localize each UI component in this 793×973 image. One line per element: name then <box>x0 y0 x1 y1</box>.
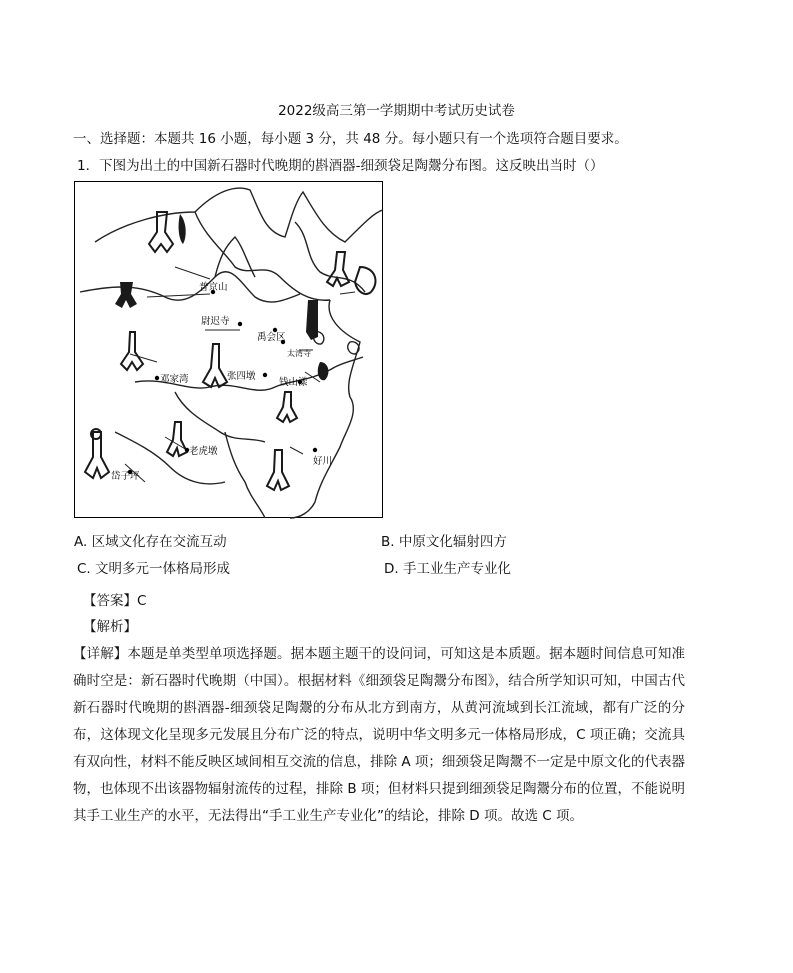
site-label-3: 太湾寺 <box>287 349 311 358</box>
explanation-paragraph: 【详解】本题是单类型单项选择题。据本题主题干的设问词，可知这是本质题。据本题时间信息可知准确时空是：新石器时代晚期（中国）。根据材料《细颈袋足陶鬶分布图》，结合所学知识可知，中国古代新石器时代晚期的斟酒器-细颈袋足陶鬶的分布从北方到南方，从黄河流域到长江流域，都有广泛的分布，这体现文化呈现多元发展且分布广泛的特点，说明中华文明多元一体格局形成，C 项正确；交流具有双向性，材料不能反映区域间相互交流的信息，排除 A 项；细颈袋足陶鬶不一定是中原文化的代表器物，也体现不出该器物辐射流传的过程，排除 B 项；但材料只提到细颈袋足陶鬶分布的位置，不能说明其手工业生产的水平，无法得出“手工业生产专业化”的结论，排除 D 项。故选 C 项。 <box>73 646 685 824</box>
question-stem: 1．下图为出土的中国新石器时代晚期的斟酒器-细颈袋足陶鬶分布图。这反映出当时（） <box>77 158 604 174</box>
analysis-label: 【解析】 <box>83 619 137 635</box>
coastline-and-rivers <box>80 188 383 518</box>
site-label-7: 老虎墩 <box>189 446 218 457</box>
map-drawing <box>75 182 384 519</box>
site-label-1: 尉迟寺 <box>201 316 230 327</box>
section-instructions: 一、选择题：本题共 16 小题，每小题 3 分，共 48 分。每小题只有一个选项符合题目要求。 <box>73 131 628 147</box>
option-b: B. 中原文化辐射四方 <box>381 534 507 550</box>
distribution-map <box>74 181 383 518</box>
site-label-0: 普京山 <box>199 282 228 293</box>
site-label-9: 岱子坪 <box>111 471 140 482</box>
site-label-5: 张四墩 <box>227 371 256 382</box>
site-label-4: 邓家湾 <box>160 374 189 385</box>
exam-title: 2022级高三第一学期期中考试历史试卷 <box>278 103 515 119</box>
site-label-6: 钱山漾 <box>279 377 308 388</box>
option-a: A. 区域文化存在交流互动 <box>74 534 227 550</box>
option-d: D. 手工业生产专业化 <box>384 561 511 577</box>
site-label-2: 禹会区 <box>257 332 286 343</box>
site-label-8: 好川 <box>313 456 333 467</box>
option-c: C. 文明多元一体格局形成 <box>77 561 231 577</box>
answer-label: 【答案】C <box>83 593 147 609</box>
